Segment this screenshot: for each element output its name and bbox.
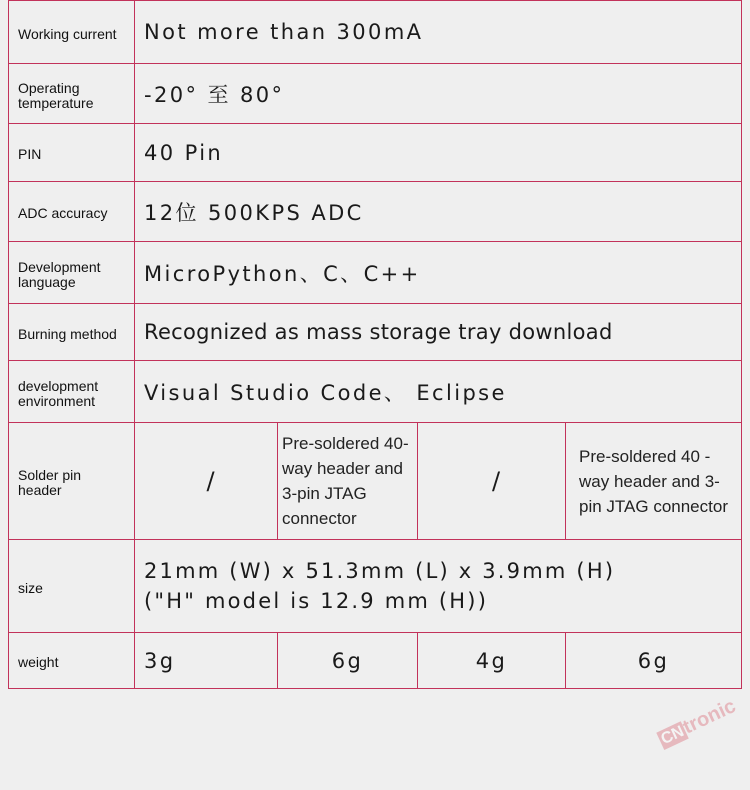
label-pin: PIN <box>9 124 135 182</box>
weight-value-4: 6g <box>566 633 742 689</box>
spec-row-solder-pin-header <box>9 423 742 540</box>
label-weight: weight <box>9 633 135 689</box>
label-solder-pin-header: Solder pin header <box>9 423 135 540</box>
watermark-box: CN <box>656 721 689 750</box>
weight-value-1: 3g <box>135 633 278 689</box>
spec-row-operating-temperature <box>9 64 742 124</box>
label-size: size <box>9 540 135 633</box>
spec-row-adc-accuracy <box>9 182 742 242</box>
solder-header-value-3: / <box>418 423 566 540</box>
brand-watermark-logo <box>655 695 740 751</box>
value-pin: 40 Pin <box>135 124 742 182</box>
size-line-1: 21mm (W) x 51.3mm (L) x 3.9mm (H) <box>144 559 616 583</box>
value-adc-accuracy: 12位 500KPS ADC <box>135 182 742 242</box>
spec-row-development-environment <box>9 361 742 423</box>
solder-header-value-1: / <box>135 423 278 540</box>
label-development-language: Development language <box>9 242 135 304</box>
solder-header-value-2: Pre-soldered 40-way header and 3-pin JTAG connector <box>278 423 418 540</box>
size-line-2: ("H" model is 12.9 mm (H)) <box>144 589 489 613</box>
watermark-text: tronic <box>679 695 740 739</box>
value-working-current: Not more than 300mA <box>135 1 742 64</box>
spec-row-working-current <box>9 1 742 64</box>
weight-value-2: 6g <box>278 633 418 689</box>
spec-row-pin <box>9 124 742 182</box>
value-development-language: MicroPython、C、C++ <box>135 242 742 304</box>
solder-header-value-4: Pre-soldered 40 -way header and 3-pin JTAG connector <box>566 423 742 540</box>
value-burning-method: Recognized as mass storage tray download <box>135 304 742 361</box>
label-development-environment: development environment <box>9 361 135 423</box>
value-operating-temperature: -20° 至 80° <box>135 64 742 124</box>
spec-table <box>8 0 742 689</box>
value-size <box>135 540 742 633</box>
label-adc-accuracy: ADC accuracy <box>9 182 135 242</box>
spec-row-weight <box>9 633 742 689</box>
value-development-environment: Visual Studio Code、 Eclipse <box>135 361 742 423</box>
spec-row-burning-method <box>9 304 742 361</box>
weight-value-3: 4g <box>418 633 566 689</box>
label-burning-method: Burning method <box>9 304 135 361</box>
spec-row-size <box>9 540 742 633</box>
spec-row-development-language <box>9 242 742 304</box>
label-working-current: Working current <box>9 1 135 64</box>
label-operating-temperature: Operating temperature <box>9 64 135 124</box>
